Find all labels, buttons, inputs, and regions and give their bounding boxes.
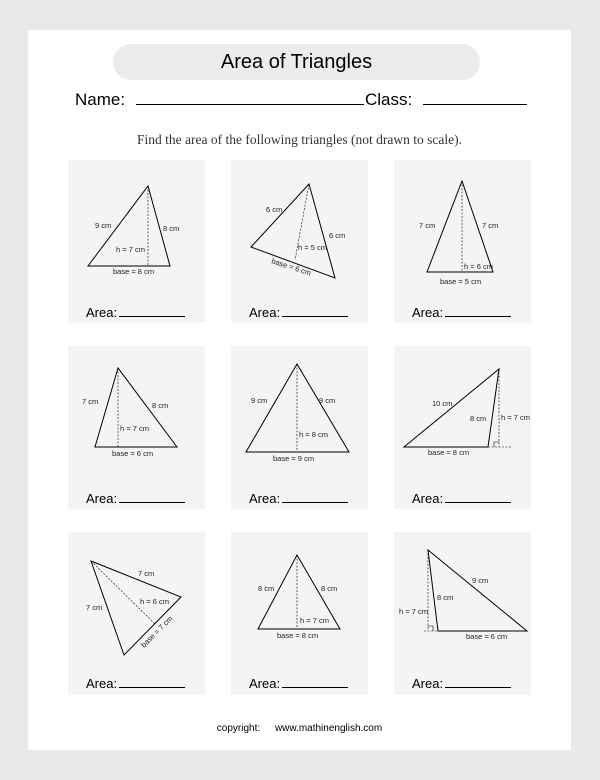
area-label: Area:: [249, 305, 281, 320]
triangle-2-base: base = 6 cm: [270, 256, 313, 278]
name-label: Name:: [75, 90, 126, 109]
copyright-label: copyright:: [216, 723, 261, 734]
triangle-3-height: h = 6 cm: [464, 262, 493, 271]
copyright-site: www.mathinenglish.com: [274, 723, 383, 734]
area-label: Area:: [86, 305, 118, 320]
triangle-4-right-side: 8 cm: [152, 401, 169, 410]
triangle-7-top-side: 7 cm: [138, 569, 155, 578]
triangle-8-height: h = 7 cm: [300, 616, 329, 625]
triangle-4-left-side: 7 cm: [82, 397, 99, 406]
problem-card-9: [394, 532, 531, 695]
class-blank-line[interactable]: [423, 88, 527, 105]
triangle-4-base: base = 6 cm: [112, 449, 154, 458]
triangle-7-height: h = 6 cm: [140, 597, 169, 606]
triangle-9-right-side: 9 cm: [472, 576, 489, 585]
area-label: Area:: [412, 305, 444, 320]
area-blank-line[interactable]: [445, 675, 511, 688]
triangle-diagram-2: [231, 160, 368, 300]
area-blank-line[interactable]: [445, 304, 511, 317]
copyright-footer: [28, 723, 571, 734]
triangle-9-base: base = 6 cm: [466, 632, 508, 641]
triangle-8-left-side: 8 cm: [258, 584, 275, 593]
area-answer-6: [412, 490, 511, 506]
triangle-7-base: base = 7 cm: [139, 614, 175, 650]
area-label: Area:: [412, 491, 444, 506]
triangle-9-left-side: 8 cm: [437, 593, 454, 602]
area-answer-8: [249, 675, 348, 691]
triangle-5-height: h = 8 cm: [299, 430, 328, 439]
problem-card-8: [231, 532, 368, 695]
area-answer-9: [412, 675, 511, 691]
name-row: [75, 88, 364, 110]
triangle-2-left-side: 6 cm: [266, 205, 283, 214]
triangle-diagram-1: [68, 160, 205, 300]
area-blank-line[interactable]: [282, 304, 348, 317]
area-label: Area:: [412, 676, 444, 691]
triangle-1-left-side: 9 cm: [95, 221, 112, 230]
triangle-diagram-5: [231, 346, 368, 486]
problem-card-6: [394, 346, 531, 509]
instructions: Find the area of the following triangles (not drawn to scale).: [136, 132, 463, 147]
triangle-1-height: h = 7 cm: [116, 245, 145, 254]
problem-card-1: [68, 160, 205, 323]
problem-card-7: [68, 532, 205, 695]
triangle-6-left-side: 10 cm: [432, 399, 453, 408]
problem-card-5: [231, 346, 368, 509]
triangle-diagram-3: [394, 160, 531, 300]
triangle-diagram-4: [68, 346, 205, 486]
worksheet-page: [28, 30, 571, 750]
area-answer-3: [412, 304, 511, 320]
triangle-6-height: h = 7 cm: [501, 413, 530, 422]
class-row: [365, 88, 527, 110]
triangle-3-left-side: 7 cm: [419, 221, 436, 230]
area-label: Area:: [86, 676, 118, 691]
triangle-5-right-side: 9 cm: [319, 396, 336, 405]
triangle-1-base: base = 8 cm: [113, 267, 155, 276]
triangle-diagram-9: [394, 532, 531, 672]
triangle-3-base: base = 5 cm: [440, 277, 482, 286]
triangle-5-left-side: 9 cm: [251, 396, 268, 405]
triangle-1-right-side: 8 cm: [163, 224, 180, 233]
area-label: Area:: [86, 491, 118, 506]
triangle-4-height: h = 7 cm: [120, 424, 149, 433]
worksheet-title: Area of Triangles: [113, 44, 480, 80]
triangle-6-right-side: 8 cm: [470, 414, 487, 423]
area-answer-2: [249, 304, 348, 320]
class-label: Class:: [365, 90, 413, 109]
triangle-diagram-7: [68, 532, 205, 672]
triangle-2-height: h = 5 cm: [298, 243, 327, 252]
triangle-6-base: base = 8 cm: [428, 448, 470, 457]
area-answer-5: [249, 490, 348, 506]
triangle-9-height: h = 7 cm: [399, 607, 428, 616]
triangle-3-right-side: 7 cm: [482, 221, 499, 230]
area-blank-line[interactable]: [282, 675, 348, 688]
triangle-2-right-side: 6 cm: [329, 231, 346, 240]
area-blank-line[interactable]: [445, 490, 511, 503]
triangle-5-base: base = 9 cm: [273, 454, 315, 463]
area-blank-line[interactable]: [119, 675, 185, 688]
triangle-7-left-side: 7 cm: [86, 603, 103, 612]
problem-card-3: [394, 160, 531, 323]
problem-card-4: [68, 346, 205, 509]
triangle-diagram-6: [394, 346, 531, 486]
triangle-diagram-8: [231, 532, 368, 672]
area-answer-7: [86, 675, 185, 691]
triangle-8-base: base = 8 cm: [277, 631, 319, 640]
area-answer-4: [86, 490, 185, 506]
area-blank-line[interactable]: [119, 490, 185, 503]
problem-card-2: [231, 160, 368, 323]
area-blank-line[interactable]: [282, 490, 348, 503]
name-blank-line[interactable]: [136, 88, 364, 105]
triangle-8-right-side: 8 cm: [321, 584, 338, 593]
area-answer-1: [86, 304, 185, 320]
area-label: Area:: [249, 491, 281, 506]
area-label: Area:: [249, 676, 281, 691]
area-blank-line[interactable]: [119, 304, 185, 317]
